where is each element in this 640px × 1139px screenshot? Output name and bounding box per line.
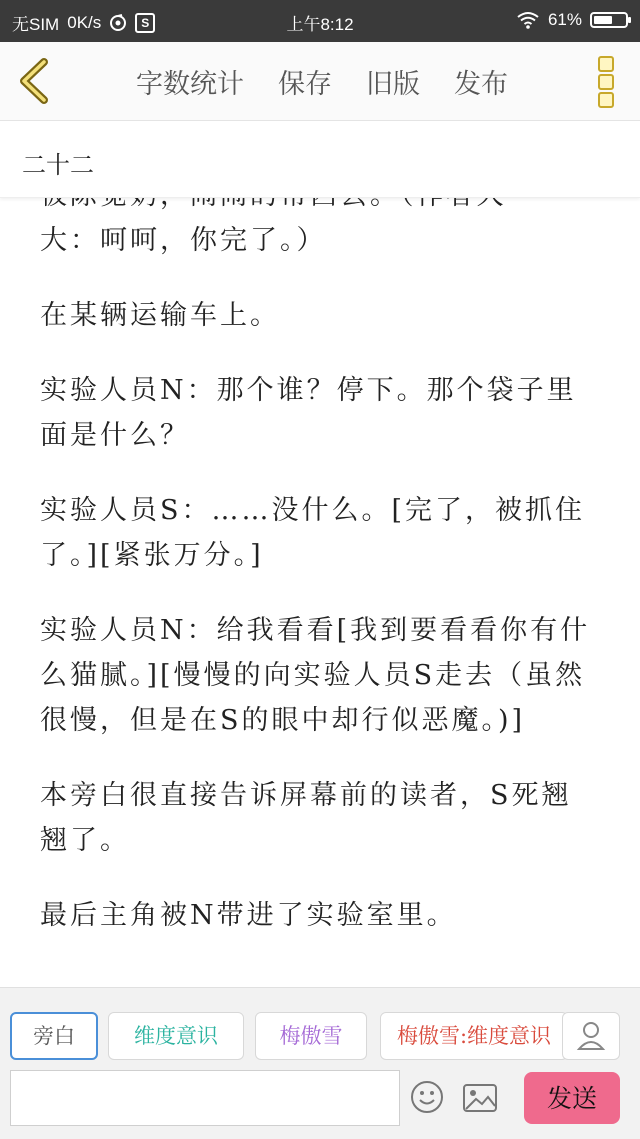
role-chip-mei-aoxue[interactable]: 梅傲雪 xyxy=(255,1012,367,1060)
word-count-button[interactable]: 字数统计 xyxy=(136,69,244,100)
add-role-button[interactable] xyxy=(562,1012,620,1060)
wifi-icon xyxy=(516,11,540,29)
more-dot xyxy=(598,92,614,108)
clock: 上午8:12 xyxy=(286,15,354,34)
paragraph: 在某辆运输车上。 xyxy=(40,300,280,331)
editor-content[interactable] xyxy=(0,197,640,987)
status-right xyxy=(516,10,628,30)
more-dot xyxy=(598,74,614,90)
send-button[interactable]: 发送 xyxy=(524,1072,620,1124)
message-input[interactable] xyxy=(10,1070,400,1126)
chapter-title-bar[interactable] xyxy=(0,121,640,198)
paragraph: 实验人员N：给我看看[我到要看看你有什么猫腻。][慢慢的向实验人员S走去（虽然很慢，但是在S的眼中却行似恶魔。)] xyxy=(40,615,591,736)
more-dot xyxy=(598,56,614,72)
battery-percent: 61% xyxy=(547,10,582,29)
old-version-button[interactable]: 旧版 xyxy=(366,69,420,100)
role-chip-narrator[interactable]: 旁白 xyxy=(10,1012,98,1060)
paragraph: 大：呵呵，你完了。） xyxy=(40,225,327,256)
emoji-icon[interactable] xyxy=(410,1080,444,1114)
app-notification-icon: S xyxy=(135,13,155,33)
role-chip-mei-aoxue-dimension[interactable]: 梅傲雪:维度意识 xyxy=(380,1012,568,1060)
role-selector xyxy=(10,1012,630,1062)
image-icon[interactable] xyxy=(462,1082,498,1114)
status-bar xyxy=(0,0,640,42)
role-chip-dimension-consciousness[interactable]: 维度意识 xyxy=(108,1012,244,1060)
input-row xyxy=(10,1070,630,1130)
paragraph: 最后主角被N带进了实验室里。 xyxy=(40,900,457,931)
save-button[interactable]: 保存 xyxy=(278,69,332,100)
more-menu-icon[interactable] xyxy=(598,56,614,108)
editor-toolbar xyxy=(0,42,640,121)
paragraph: 实验人员S：……没什么。[完了，被抓住了。][紧张万分。] xyxy=(40,495,586,571)
chapter-title: 二十二 xyxy=(22,151,94,179)
publish-button[interactable]: 发布 xyxy=(454,69,508,100)
user-icon xyxy=(563,1013,619,1059)
paragraph: 本旁白很直接告诉屏幕前的读者，S死翘翘了。 xyxy=(40,780,572,856)
paragraph: 实验人员N：那个谁？停下。那个袋子里面是什么？ xyxy=(40,375,577,451)
network-speed: 0K/s xyxy=(67,12,102,32)
back-arrow-icon[interactable] xyxy=(14,58,54,104)
battery-icon xyxy=(590,12,628,28)
battery-level xyxy=(594,16,612,24)
composer-panel xyxy=(0,987,640,1139)
carrier-text: 无SIM xyxy=(12,15,60,34)
